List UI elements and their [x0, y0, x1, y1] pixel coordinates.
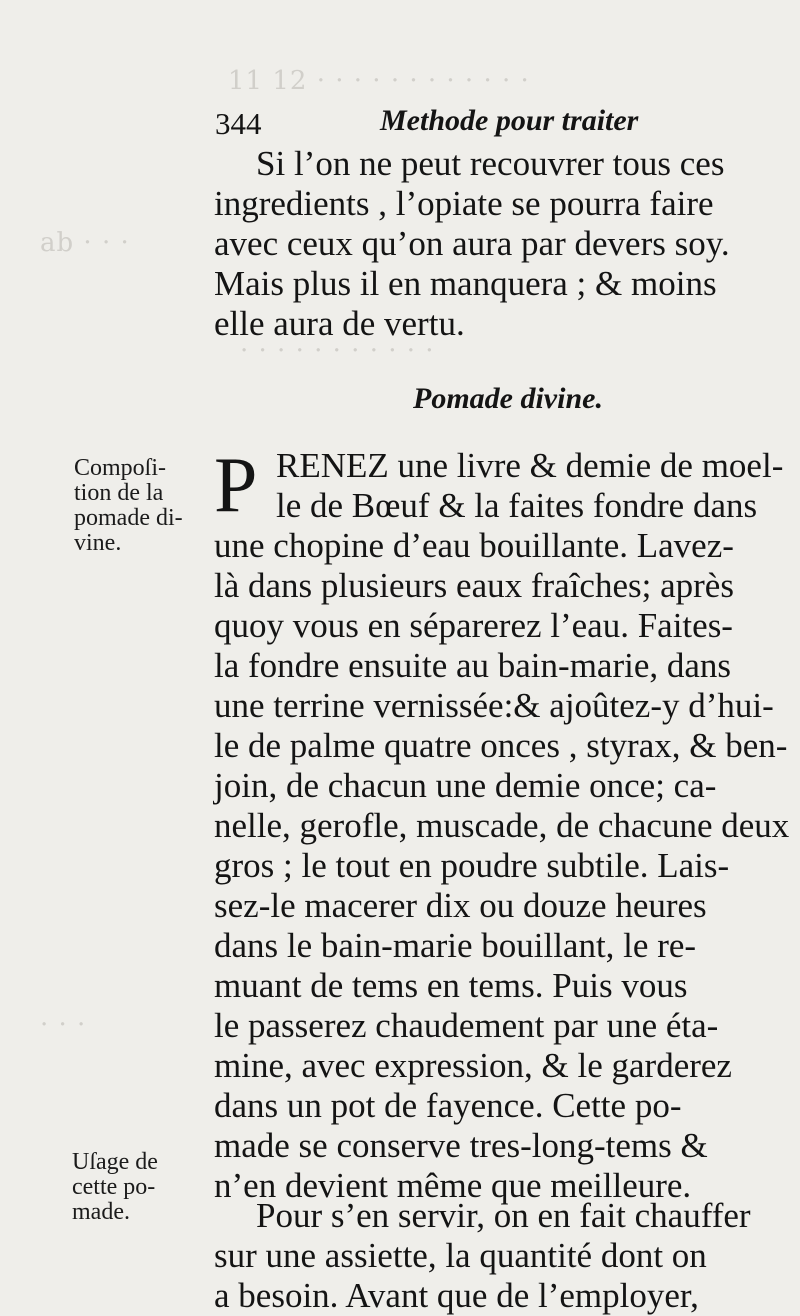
margin-note-line: pomade di-	[74, 505, 183, 531]
recipe-line: mine, avec expression, & le garderez	[214, 1046, 732, 1085]
recipe-line: gros ; le tout en poudre subtile. Lais-	[214, 846, 730, 885]
recipe-line: join, de chacun une demie once; ca-	[214, 766, 717, 805]
margin-note-line: vine.	[74, 530, 122, 556]
recipe-line: la fondre ensuite au bain-marie, dans	[214, 646, 732, 685]
running-title: Methode pour traiter	[380, 104, 639, 137]
section-title: Pomade divine.	[413, 382, 603, 415]
bleed-through-text: · · · · · · · · · · ·	[240, 336, 435, 366]
recipe-line: dans un pot de fayence. Cette po-	[214, 1086, 682, 1125]
margin-note-line: cette po-	[72, 1174, 156, 1200]
usage-line: a besoin. Avant que de l’employer,	[214, 1276, 699, 1315]
page-header	[215, 104, 715, 148]
recipe-line: dans le bain-marie bouillant, le re-	[214, 926, 697, 965]
recipe-line: nelle, gerofle, muscade, de chacune deux	[214, 806, 790, 845]
drop-cap: P	[214, 441, 258, 528]
margin-note-line: made.	[72, 1199, 130, 1225]
intro-line: avec ceux qu’on aura par devers soy.	[214, 224, 730, 263]
intro-line: Mais plus il en manquera ; & moins	[214, 264, 717, 303]
margin-note-line: tion de la	[74, 480, 164, 506]
recipe-line: le de Bœuf & la faites fondre dans	[276, 486, 758, 525]
recipe-line: le de palme quatre onces , styrax, & ben-	[214, 726, 788, 765]
recipe-line: made se conserve tres-long-tems &	[214, 1126, 708, 1165]
recipe-line: le passerez chaudement par une éta-	[214, 1006, 719, 1045]
intro-line: ingredients , l’opiate se pourra faire	[214, 184, 714, 223]
usage-line: sur une assiette, la quantité dont on	[214, 1236, 707, 1275]
recipe-line: n’en devient même que meilleure.	[214, 1166, 692, 1205]
bleed-through-text: ab · · ·	[40, 228, 130, 258]
recipe-line: une terrine vernissée:& ajoûtez-y d’hui-	[214, 686, 774, 725]
recipe-line: RENEZ une livre & demie de moel-	[276, 446, 784, 485]
recipe-line: là dans plusieurs eaux fraîches; après	[214, 566, 734, 605]
margin-note-line: Uſage de	[72, 1149, 158, 1175]
bleed-through-text: · · ·	[40, 1010, 87, 1040]
intro-line: elle aura de vertu.	[214, 304, 465, 343]
page-number: 344	[215, 106, 262, 141]
recipe-line: une chopine d’eau bouillante. Lavez-	[214, 526, 734, 565]
intro-line: Si l’on ne peut recouvrer tous ces	[256, 144, 725, 183]
recipe-line: muant de tems en tems. Puis vous	[214, 966, 688, 1005]
margin-note-usage	[72, 1150, 158, 1225]
usage-line: Pour s’en servir, on en fait chauffer	[256, 1196, 751, 1235]
bleed-through-text: 11 12 · · · · · · · · · · · ·	[228, 66, 530, 96]
recipe-line: sez-le macerer dix ou douze heures	[214, 886, 707, 925]
margin-note-composition	[74, 456, 183, 556]
margin-note-line: Compoſi-	[74, 455, 167, 481]
recipe-line: quoy vous en séparerez l’eau. Faites-	[214, 606, 733, 645]
